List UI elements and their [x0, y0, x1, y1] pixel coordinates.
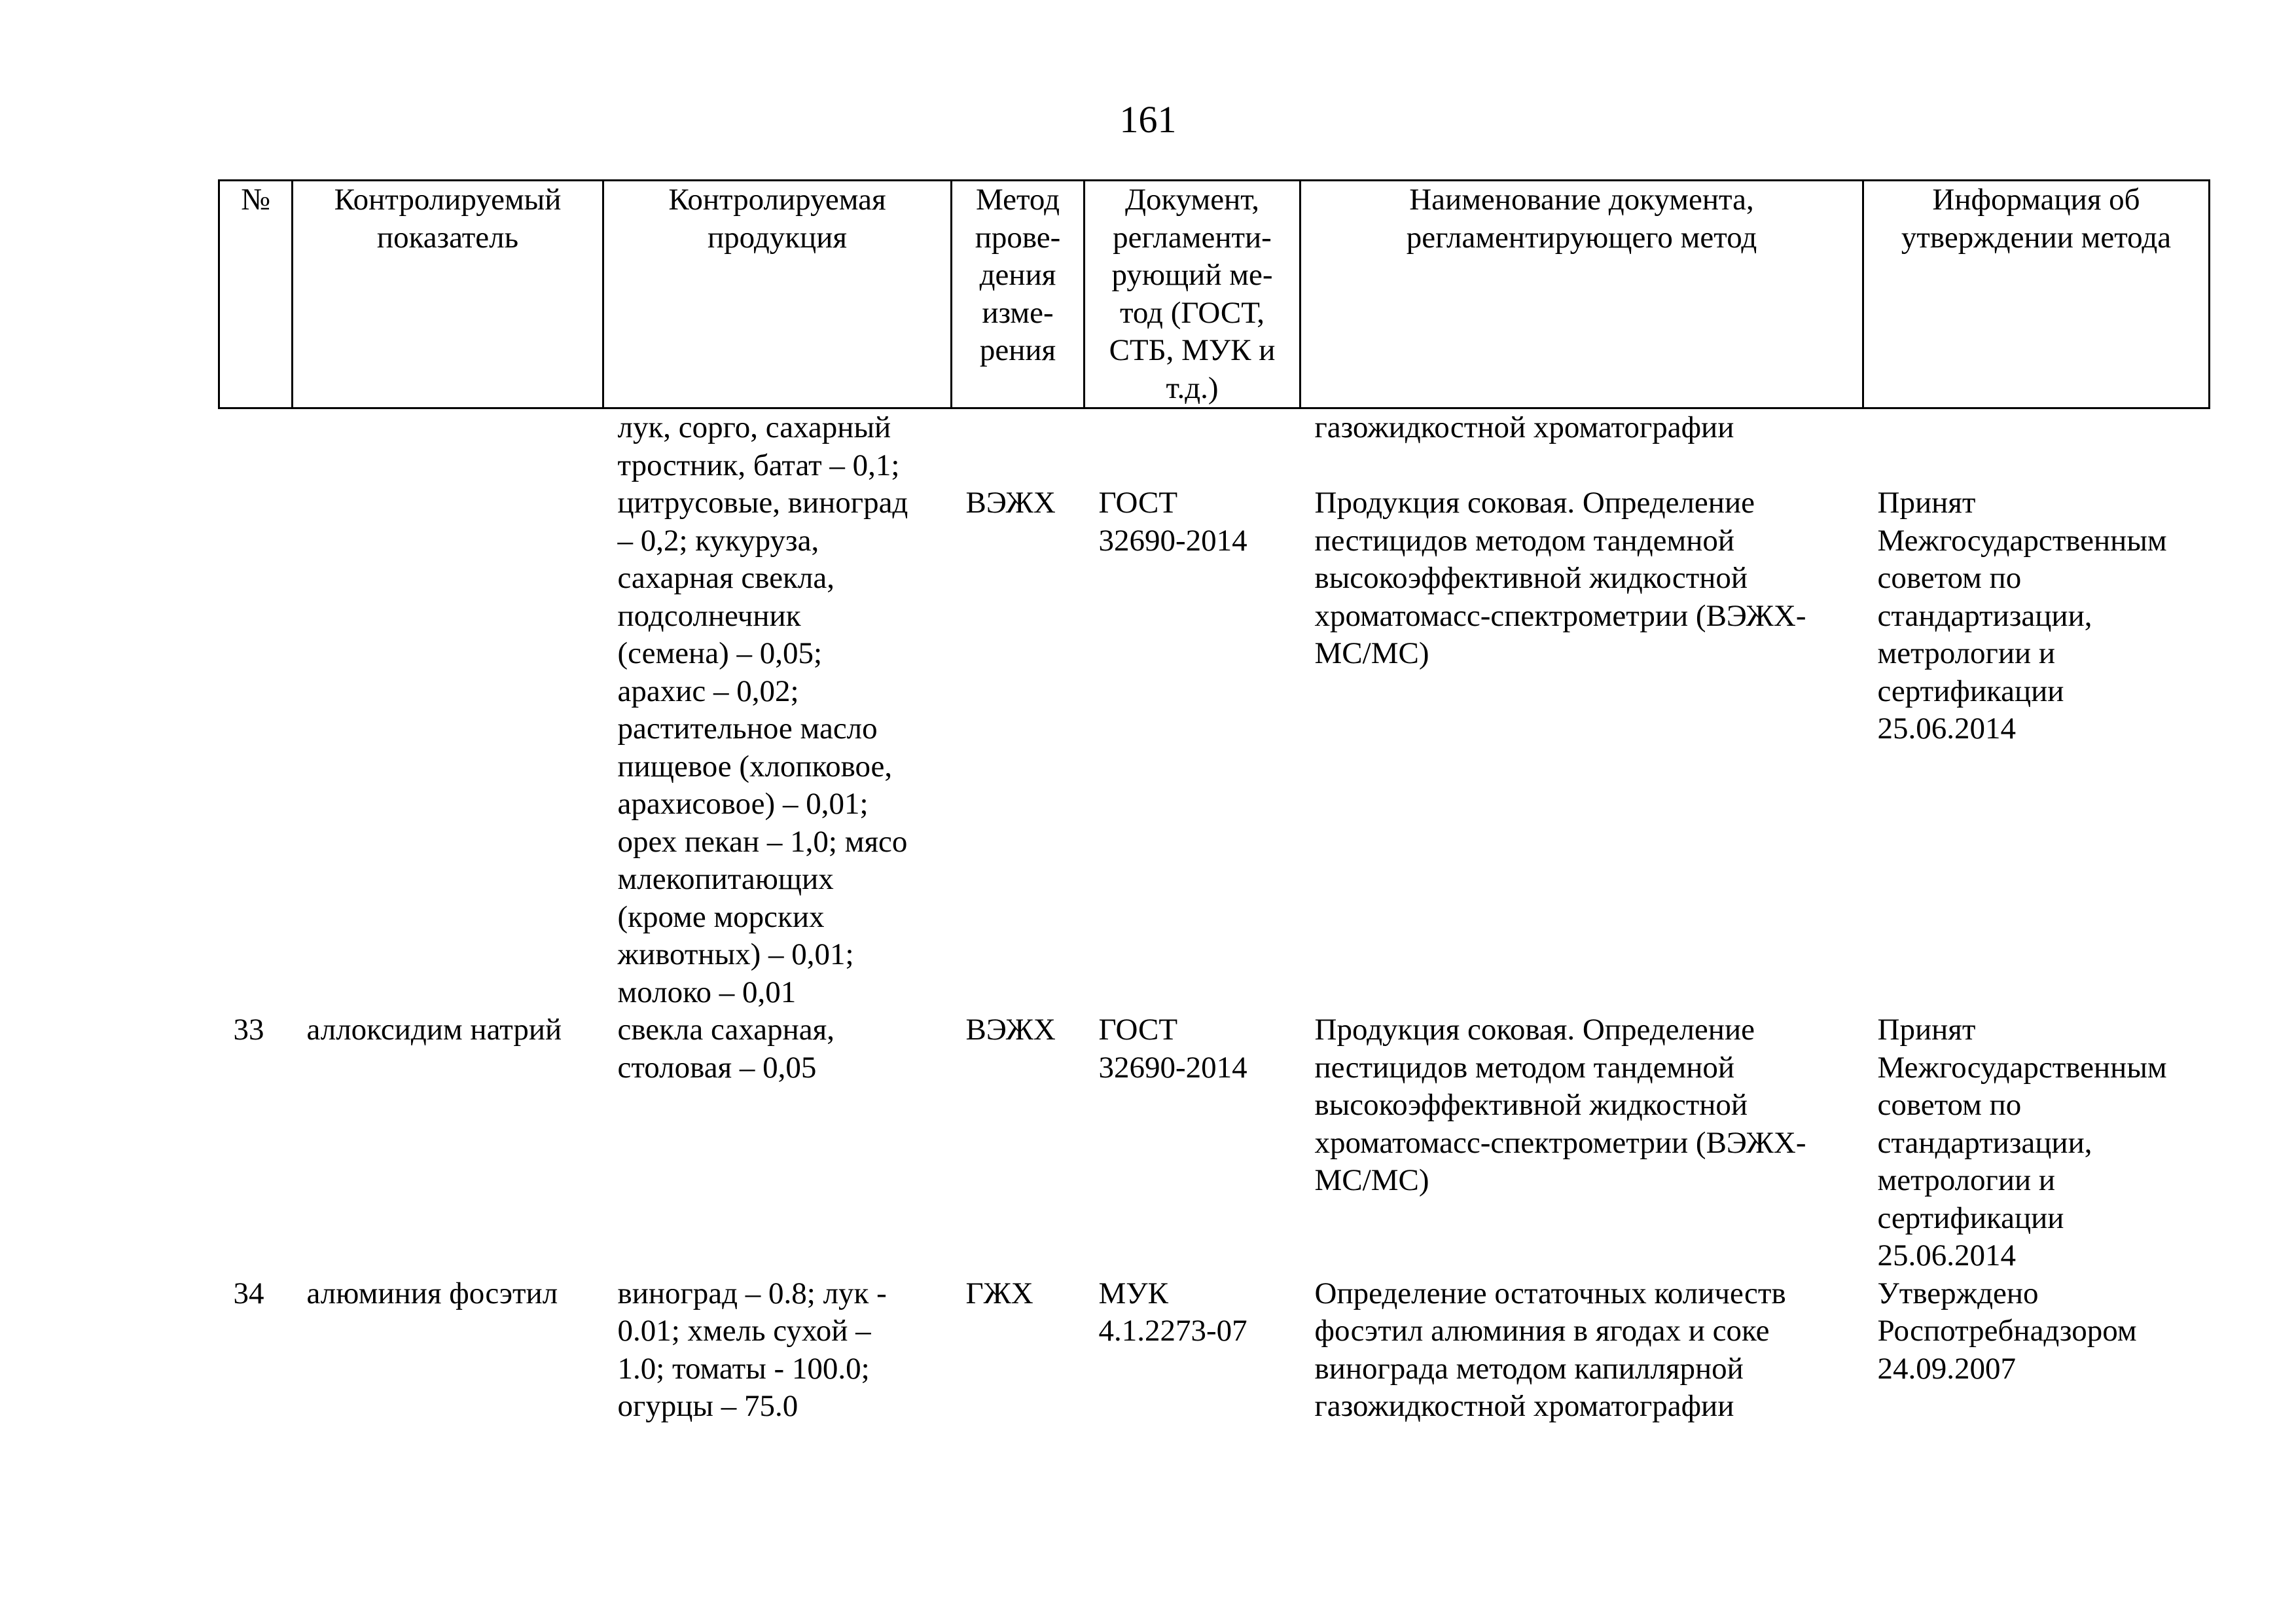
header-method: Метод прове- дения изме- рения	[952, 181, 1085, 408]
row-document: ГОСТ 32690-2014	[1098, 1013, 1247, 1085]
row-indicator	[293, 408, 603, 1012]
row-number: 33	[233, 1013, 264, 1047]
row-document-name: Продукция соковая. Определение пестицидов методом тандемной высокоэффективной жидкостной хроматомасс-спектрометрии (ВЭЖХ- МС/МС)	[1314, 1013, 1806, 1197]
header-document-name: Наименование документа, регламентирующего метод	[1300, 181, 1863, 408]
header-document: Документ, регламенти- рующий ме- тод (ГОСТ, СТБ, МУК и т.д.)	[1085, 181, 1300, 408]
row-product: лук, сорго, сахарный тростник, батат – 0,1; цитрусовые, виноград – 0,2; кукуруза, сахарная свекла, подсолнечник (семена) – 0,05; арахис – 0,02; растительное масло пищевое (хлопковое, арахисовое) – 0,01; орех пекан – 1,0; мясо млекопитающих (кроме морских животных) – 0,01; молоко – 0,01	[617, 410, 908, 1009]
row-document-name: газожидкостной хроматографии Продукция соковая. Определение пестицидов методом тандемной высокоэффективной жидкостной хроматомасс-спектрометрии (ВЭЖХ- МС/МС)	[1314, 410, 1806, 670]
table-body	[219, 408, 2210, 1426]
row-method: ГЖХ	[965, 1276, 1033, 1310]
header-approval: Информация об утверждении метода	[1863, 181, 2210, 408]
methods-table	[218, 179, 2210, 1426]
row-approval: Принят Межгосударственным советом по стандартизации, метрологии и сертификации 25.06.2014	[1877, 1013, 2167, 1272]
row-number: 34	[233, 1276, 264, 1310]
header-row	[219, 181, 2210, 408]
table-row	[219, 408, 2210, 1012]
table-row	[219, 1011, 2210, 1275]
row-approval: Утверждено Роспотребнадзором 24.09.2007	[1877, 1276, 2137, 1386]
row-approval: Принят Межгосударственным советом по стандартизации, метрологии и сертификации 25.06.2014	[1877, 486, 2167, 746]
row-product: виноград – 0.8; лук - 0.01; хмель сухой – 1.0; томаты - 100.0; огурцы – 75.0	[617, 1276, 887, 1423]
row-method: ВЭЖХ	[965, 1013, 1056, 1047]
row-method: ВЭЖХ	[965, 486, 1056, 520]
row-document: МУК 4.1.2273-07	[1098, 1276, 1247, 1348]
row-document-name: Определение остаточных количеств фосэтил алюминия в ягодах и соке винограда методом капиллярной газожидкостной хроматографии	[1314, 1276, 1786, 1423]
row-indicator: алюминия фосэтил	[306, 1276, 558, 1310]
row-document: ГОСТ 32690-2014	[1098, 486, 1247, 558]
row-product: свекла сахарная, столовая – 0,05	[617, 1013, 834, 1085]
table-row	[219, 1275, 2210, 1426]
row-number	[219, 408, 293, 1012]
page-number: 161	[1119, 98, 1177, 141]
header-number: №	[219, 181, 293, 408]
header-indicator: Контролируемый показатель	[293, 181, 603, 408]
header-product: Контролируемая продукция	[603, 181, 952, 408]
table-header	[219, 181, 2210, 408]
row-indicator: аллоксидим натрий	[306, 1013, 562, 1047]
